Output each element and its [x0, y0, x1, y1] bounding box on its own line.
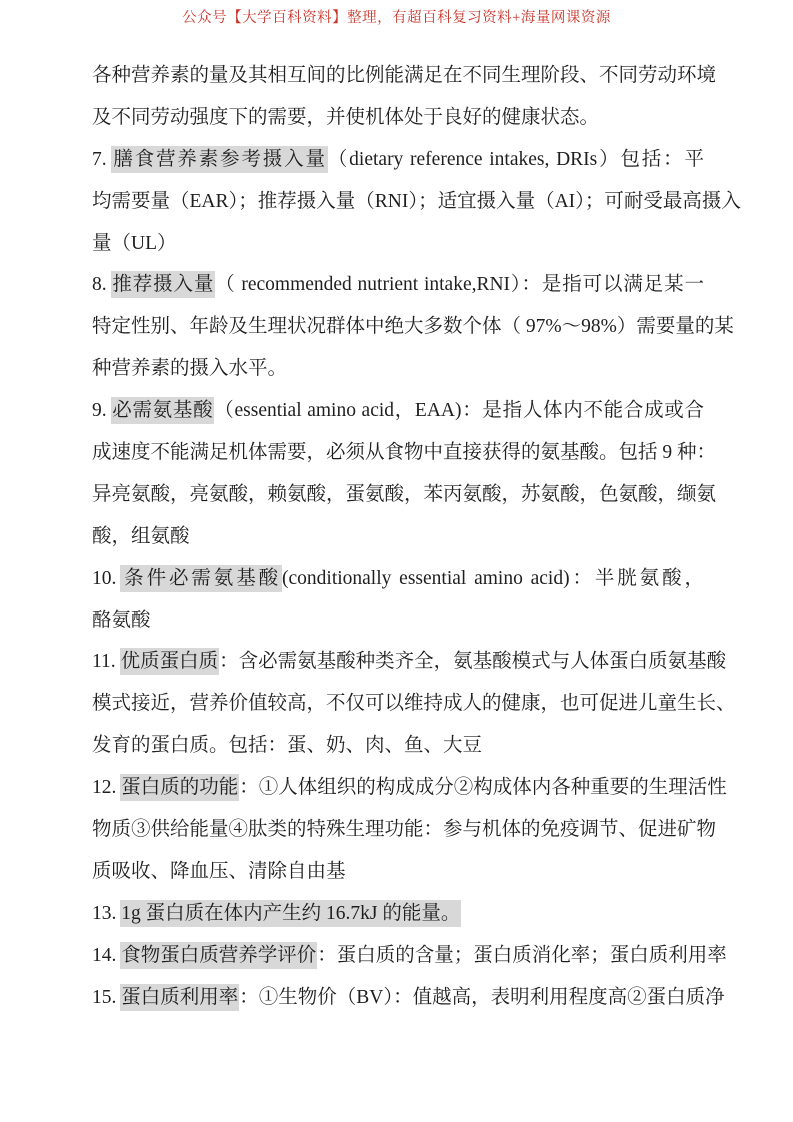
text-segment: （ recommended nutrient intake,RNI）：是指可以满足某一	[215, 274, 704, 296]
highlighted-term: 蛋白质的功能	[120, 774, 239, 801]
text-line	[92, 55, 717, 97]
text-segment: 11.	[92, 651, 116, 673]
text-segment: 9.	[92, 400, 107, 422]
text-line	[92, 181, 741, 223]
highlighted-term: 膳食营养素参考摄入量	[111, 146, 328, 173]
text-segment: 12.	[92, 777, 117, 799]
text-segment: 发育的蛋白质。包括：蛋、奶、肉、鱼、大豆	[92, 735, 483, 757]
text-segment: 量（UL）	[92, 232, 177, 254]
highlighted-term: 食物蛋白质营养学评价	[120, 942, 317, 969]
text-segment: 均需要量（EAR）；推荐摄入量（RNI）；适宜摄入量（AI）；可耐受最高摄入	[92, 190, 741, 212]
text-segment: 及不同劳动强度下的需要，并使机体处于良好的健康状态。	[92, 106, 600, 128]
text-segment: 13.	[92, 902, 117, 924]
text-line	[92, 893, 704, 935]
text-segment: 物质③供给能量④肽类的特殊生理功能：参与机体的免疫调节、促进矿物	[92, 819, 717, 841]
highlighted-term: 推荐摄入量	[111, 271, 216, 298]
text-segment: 特定性别、年龄及生理状况群体中绝大多数个体（ 97%～98%）需要量的某	[92, 316, 734, 338]
text-segment: 10.	[92, 567, 117, 589]
highlighted-term: 蛋白质利用率	[120, 984, 239, 1011]
text-line	[92, 432, 717, 474]
text-line	[92, 600, 704, 642]
text-line	[92, 558, 704, 600]
text-segment: (conditionally essential amino acid)：半胱氨酸，	[282, 567, 704, 589]
text-segment: 异亮氨酸，亮氨酸，赖氨酸，蛋氨酸，苯丙氨酸，苏氨酸，色氨酸，缬氨	[92, 483, 717, 505]
text-segment: ：①生物价（BV）：值越高，表明利用程度高②蛋白质净	[239, 986, 725, 1008]
text-line	[92, 641, 727, 683]
text-line	[92, 97, 704, 139]
text-line	[92, 139, 704, 181]
text-segment: 各种营养素的量及其相互间的比例能满足在不同生理阶段、不同劳动环境	[92, 65, 717, 86]
text-line	[92, 767, 727, 809]
text-segment: ：含必需氨基酸种类齐全，氨基酸模式与人体蛋白质氨基酸	[219, 651, 727, 673]
text-segment: 14.	[92, 944, 117, 966]
text-segment: 8.	[92, 274, 107, 296]
highlighted-term: 必需氨基酸	[111, 397, 215, 424]
text-segment: （dietary reference intakes, DRIs）包括：平	[327, 148, 704, 170]
text-line	[92, 725, 704, 767]
watermark-header-text: 公众号【大学百科资料】整理，有超百科复习资料+海量网课资源	[182, 10, 611, 26]
text-segment: 质吸收、降血压、清除自由基	[92, 860, 346, 882]
text-line	[92, 977, 725, 1019]
highlighted-term: 优质蛋白质	[120, 648, 220, 675]
text-segment: 7.	[92, 148, 107, 170]
text-line	[92, 390, 704, 432]
highlighted-term: 1g 蛋白质在体内产生约 16.7kJ 的能量。	[120, 900, 461, 927]
text-segment: 种营养素的摄入水平。	[92, 358, 288, 380]
text-line	[92, 851, 704, 893]
text-line	[92, 935, 727, 977]
text-segment: （essential amino acid，EAA)：是指人体内不能合成或合	[214, 400, 704, 422]
text-line	[92, 516, 704, 558]
text-line	[92, 306, 734, 348]
text-segment: 酪氨酸	[92, 609, 151, 631]
text-segment: ：①人体组织的构成成分②构成体内各种重要的生理活性	[239, 777, 727, 799]
text-line	[92, 809, 717, 851]
text-line	[92, 223, 704, 265]
text-line	[92, 683, 736, 725]
text-segment: 模式接近，营养价值较高，不仅可以维持成人的健康，也可促进儿童生长、	[92, 693, 736, 715]
text-line	[92, 348, 704, 390]
text-segment: 成速度不能满足机体需要，必须从食物中直接获得的氨基酸。包括 9 种：	[92, 442, 717, 464]
text-segment: 酸，组氨酸	[92, 525, 190, 547]
document-body	[92, 55, 741, 1018]
text-segment: 15.	[92, 986, 117, 1008]
highlighted-term: 条件必需氨基酸	[120, 565, 282, 592]
text-line	[92, 264, 704, 306]
text-line	[92, 474, 717, 516]
text-segment: ：蛋白质的含量；蛋白质消化率；蛋白质利用率	[317, 944, 727, 966]
